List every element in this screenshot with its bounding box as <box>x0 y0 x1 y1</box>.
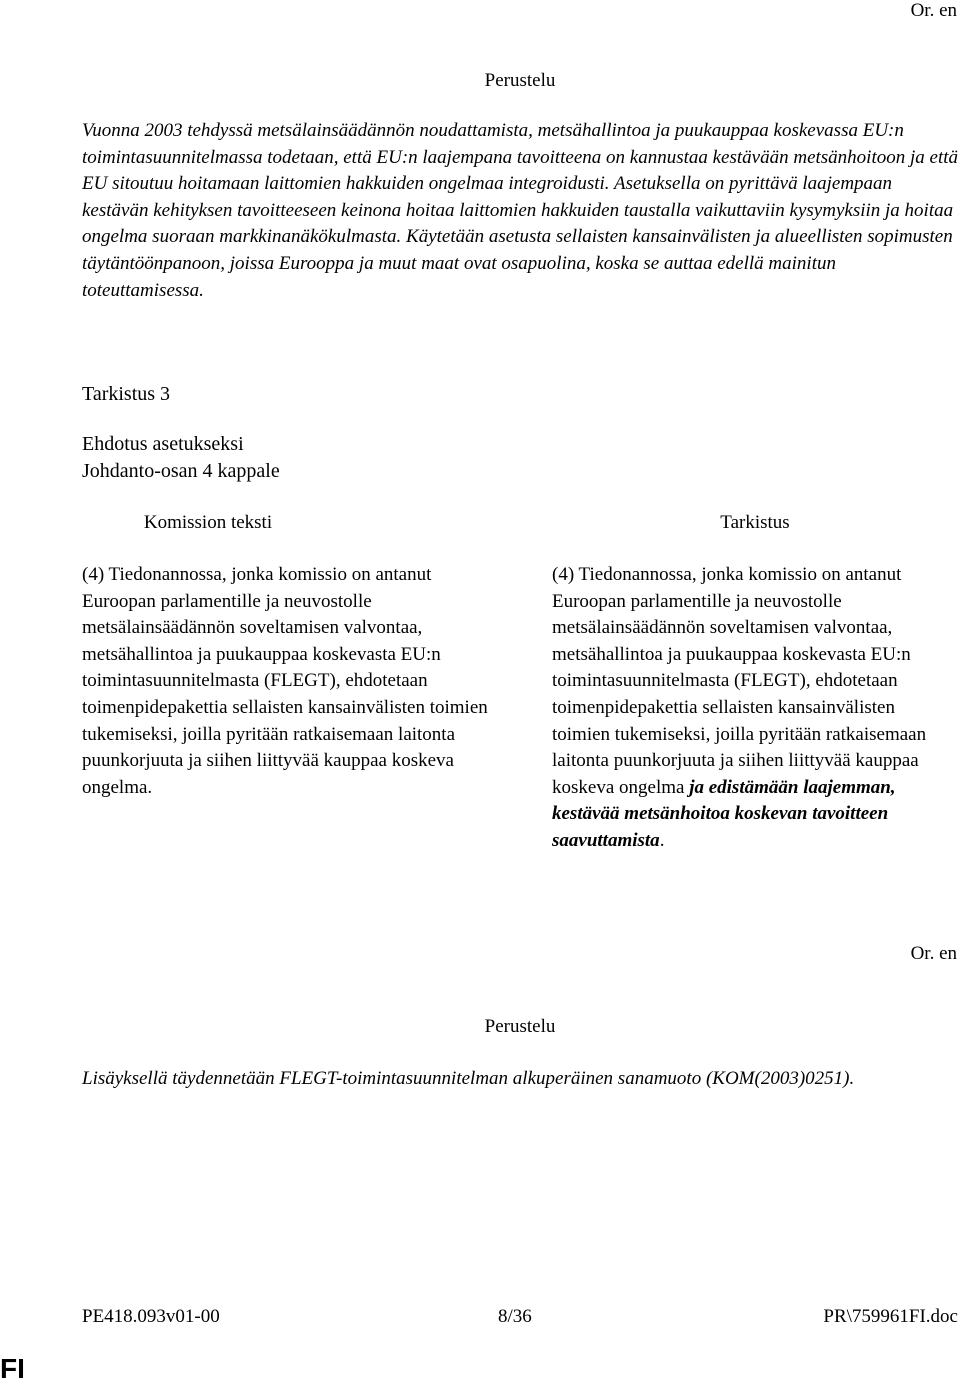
amendment-number: Tarkistus 3 <box>82 383 171 405</box>
footer-doc-ref: PE418.093v01-00 <box>82 1306 220 1327</box>
amendment-text-unchanged: (4) Tiedonannossa, jonka komissio on antanut Euroopan parlamentille ja neuvostolle metsälainsäädännön soveltamisen valvontaa, metsähallintoa ja puukauppaa koskevasta EU:n toimintasuunnitelmasta (FLEGT), ehdotetaan toimenpidepakettia sellaisten kansainvälisten toimien tukemiseksi, joilla pyritään ratkaisemaan laitonta puunkorjuuta ja siihen liittyvää kauppaa koskeva ongelma <box>552 564 927 798</box>
amendment-text-end: . <box>659 829 665 851</box>
footer-page-number: 8/36 <box>498 1306 532 1327</box>
justification-text: Vuonna 2003 tehdyssä metsälainsäädännön noudattamista, metsähallintoa ja puukauppaa koskevassa EU:n toimintasuunnitelmassa todetaan, että EU:n laajempana tavoitteena on kannustaa kestävään metsänhoitoon ja että EU sitoutuu hoitamaan laittomien hakkuiden ongelmaa integroidusti. Asetuksella on pyrittävä laajempaan kestävän kehityksen tavoitteeseen keinona hoitaa laittomien hakkuiden taustalla vaikuttaviin kysymyksiin ja hoitaa ongelma suoraan markkinanäkökulmasta. Käytetään asetusta sellaisten kansainvälisten ja alueellisten sopimusten täytäntöönpanoon, joissa Eurooppa ja muut maat ovat osapuolina, koska se auttaa edellä mainitun toteuttamisessa. <box>82 120 959 301</box>
commission-text: (4) Tiedonannossa, jonka komissio on antanut Euroopan parlamentille ja neuvostolle metsälainsäädännön soveltamisen valvontaa, metsähallintoa ja puukauppaa koskevasta EU:n toimintasuunnitelmasta (FLEGT), ehdotetaan toimenpidepakettia sellaisten kansainvälisten toimien tukemiseksi, joilla pyritään ratkaisemaan laitonta puunkorjuuta ja siihen liittyvää kauppaa koskeva ongelma. <box>82 564 488 798</box>
amendment-text-addition: ja edistämään laajemman, kestävää metsänhoitoa koskevan tavoitteen saavuttamista <box>552 776 896 851</box>
justification-text-2: Lisäyksellä täydennetään FLEGT-toimintasuunnitelman alkuperäinen sanamuoto (KOM(2003)0251). <box>82 1068 855 1089</box>
justification-title-2: Perustelu <box>484 1016 556 1037</box>
language-code: FI <box>0 1353 25 1384</box>
proposal-label: Ehdotus asetukseksi <box>82 433 244 455</box>
original-language-label: Or. en <box>910 0 957 21</box>
footer-file-ref: PR\759961FI.doc <box>823 1306 958 1327</box>
original-language-label-2: Or. en <box>910 943 957 964</box>
commission-text-header: Komission teksti <box>143 512 273 533</box>
justification-title: Perustelu <box>484 70 556 91</box>
amendment-text <box>552 562 952 855</box>
amendment-header: Tarkistus <box>720 512 790 533</box>
recital-label: Johdanto-osan 4 kappale <box>82 460 280 482</box>
